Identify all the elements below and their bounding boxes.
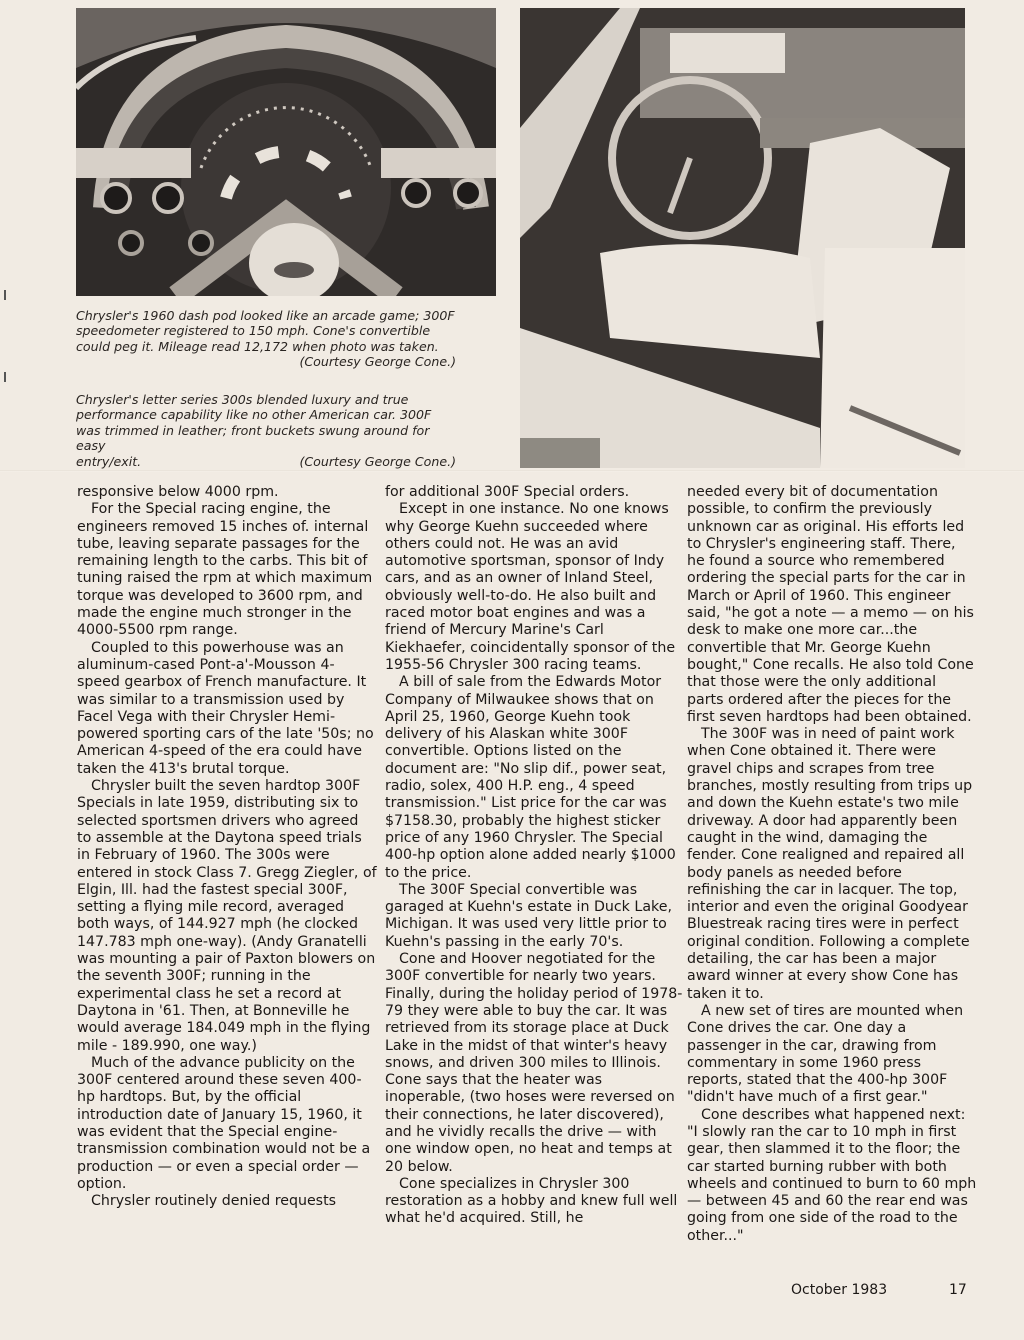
photo-caption bbox=[76, 392, 456, 469]
paragraph: Cone specializes in Chrysler 300 restoration as a hobby and knew full well what he'd acquired. Still, he bbox=[385, 1175, 678, 1227]
caption-text: Chrysler's letter series 300s blended luxury and true performance capability like no other American car. 300F was trimmed in leather; front buckets swung around for easy bbox=[76, 392, 432, 454]
paragraph: for additional 300F Special orders. bbox=[385, 484, 630, 500]
interior-illustration bbox=[520, 8, 965, 468]
paragraph: needed every bit of documentation possible, to confirm the previously unknown car as original. His efforts led to Chrysler's engineering staff. There, he found a source who remembered ordering the special parts for the car in March or April of 1960. This engineer said, "he got a note — a memo — on his desk to make one more car...the convertible that Mr. George Kuehn bought," Cone recalls. He also told Cone that those were the only additional parts ordered after the pieces for the first seven hardtops had been obtained. bbox=[687, 484, 974, 725]
caption-text: Chrysler's 1960 dash pod looked like an arcade game; 300F speedometer registered to 150 mph. Cone's convertible could peg it. Mileage read 12,172 when photo was taken. bbox=[76, 308, 455, 354]
caption-credit: (Courtesy George Cone.) bbox=[299, 453, 456, 469]
paragraph: Much of the advance publicity on the 300F centered around these seven 400-hp hardtops. But, by the official introduction date of January 15, 1960, it was evident that the Special engine-transmission combination would not be a production — or even a special order — option. bbox=[77, 1054, 371, 1192]
paragraph: Coupled to this powerhouse was an aluminum-cased Pont-a'-Mousson 4-speed gearbox of French manufacture. It was similar to a transmission used by Facel Vega with their Chrysler Hemi-powered sporting cars of the late '50s; no American 4-speed of the era could have taken the 413's brutal torque. bbox=[77, 639, 374, 777]
photo-dashboard bbox=[76, 8, 496, 296]
article-column-1 bbox=[77, 484, 377, 1210]
paragraph: A bill of sale from the Edwards Motor Company of Milwaukee shows that on April 25, 1960, George Kuehn took delivery of his Alaskan white 300F convertible. Options listed on the document are: "No slip dif., power seat, radio, solex, 400 H.P. eng., 4 speed transmission." List price for the car was $7158.30, probably the highest sticker price of any 1960 Chrysler. The Special 400-hp option alone added nearly $1000 to the price. bbox=[385, 674, 676, 881]
paragraph: Cone and Hoover negotiated for the 300F convertible for nearly two years. Finally, during the holiday period of 1978-79 they were able to buy the car. It was retrieved from its storage place at Duck Lake in the midst of that winter's heavy snows, and driven 300 miles to Illinois. Cone says that the heater was inoperable, (two hoses were reversed on their connections, he later discovered), and he vividly recalls the drive — with one window open, no heat and temps at 20 below. bbox=[385, 951, 683, 1175]
margin-mark bbox=[4, 290, 6, 300]
dashboard-illustration bbox=[76, 8, 496, 296]
photo-interior bbox=[520, 8, 965, 468]
page-number: 17 bbox=[949, 1282, 967, 1298]
issue-date: October 1983 bbox=[791, 1282, 888, 1298]
paragraph: Except in one instance. No one knows why George Kuehn succeeded where others could not. He was an avid automotive sportsman, sponsor of Indy cars, and as an owner of Inland Steel, obviously well-to-do. He also built and raced motor boat engines and was a friend of Mercury Marine's Carl Kiekhaefer, coincidentally sponsor of the 1955-56 Chrysler 300 racing teams. bbox=[385, 501, 676, 673]
paragraph: The 300F Special convertible was garaged at Kuehn's estate in Duck Lake, Michigan. It was used very little prior to Kuehn's passing in the early 70's. bbox=[385, 881, 672, 950]
paragraph: Chrysler routinely denied requests bbox=[91, 1193, 337, 1210]
caption-text-end: entry/exit. bbox=[76, 453, 142, 469]
paragraph: A new set of tires are mounted when Cone drives the car. One day a passenger in the car, drawing from commentary in some 1960 press reports, stated that the 400-hp 300F "didn't have much of a first gear." bbox=[687, 1002, 964, 1106]
paragraph: Cone describes what happened next: "I slowly ran the car to 10 mph in first gear, then slammed it to the floor; the car started burning rubber with both wheels and continued to burn to 60 mph — between 45 and 60 the rear end was going from one side of the road to the other..." bbox=[687, 1106, 977, 1244]
photo-caption bbox=[76, 308, 456, 370]
page-fold-line bbox=[0, 470, 1024, 472]
caption-credit: (Courtesy George Cone.) bbox=[299, 354, 456, 370]
margin-mark bbox=[4, 372, 6, 382]
paragraph: For the Special racing engine, the engineers removed 15 inches of. internal tube, leaving separate passages for the remaining length to the carbs. This bit of tuning raised the rpm at which maximum torque was developed to 3600 rpm, and made the engine much stronger in the 4000-5500 rpm range. bbox=[77, 501, 373, 639]
article-column-2 bbox=[385, 484, 685, 1228]
paragraph: Chrysler built the seven hardtop 300F Specials in late 1959, distributing six to selected sportsmen drivers who agreed to assemble at the Daytona speed trials in February of 1960. The 300s were entered in stock Class 7. Gregg Ziegler, of Elgin, Ill. had the fastest special 300F, setting a flying mile record, averaged both ways, of 144.927 mph (he clocked 147.783 mph one-way). (Andy Granatelli was mounting a pair of Paxton blowers on the seventh 300F; running in the experimental class he set a record at Daytona in '61. Then, at Bonneville he would average 184.049 mph in the flying mile - 189.990, one way.) bbox=[77, 778, 377, 1054]
paragraph: The 300F was in need of paint work when Cone obtained it. There were gravel chips and scrapes from tree branches, mostly resulting from trips up and down the Kuehn estate's two mile driveway. A door had apparently been caught in the wind, damaging the fender. Cone realigned and repaired all body panels as needed before refinishing the car in lacquer. The top, interior and even the original Goodyear Bluestreak racing tires were in perfect original condition. Following a complete detailing, the car has been a major award winner at every show Cone has taken it to. bbox=[687, 726, 973, 1002]
paragraph: responsive below 4000 rpm. bbox=[77, 484, 279, 500]
article-column-3 bbox=[687, 484, 977, 1245]
